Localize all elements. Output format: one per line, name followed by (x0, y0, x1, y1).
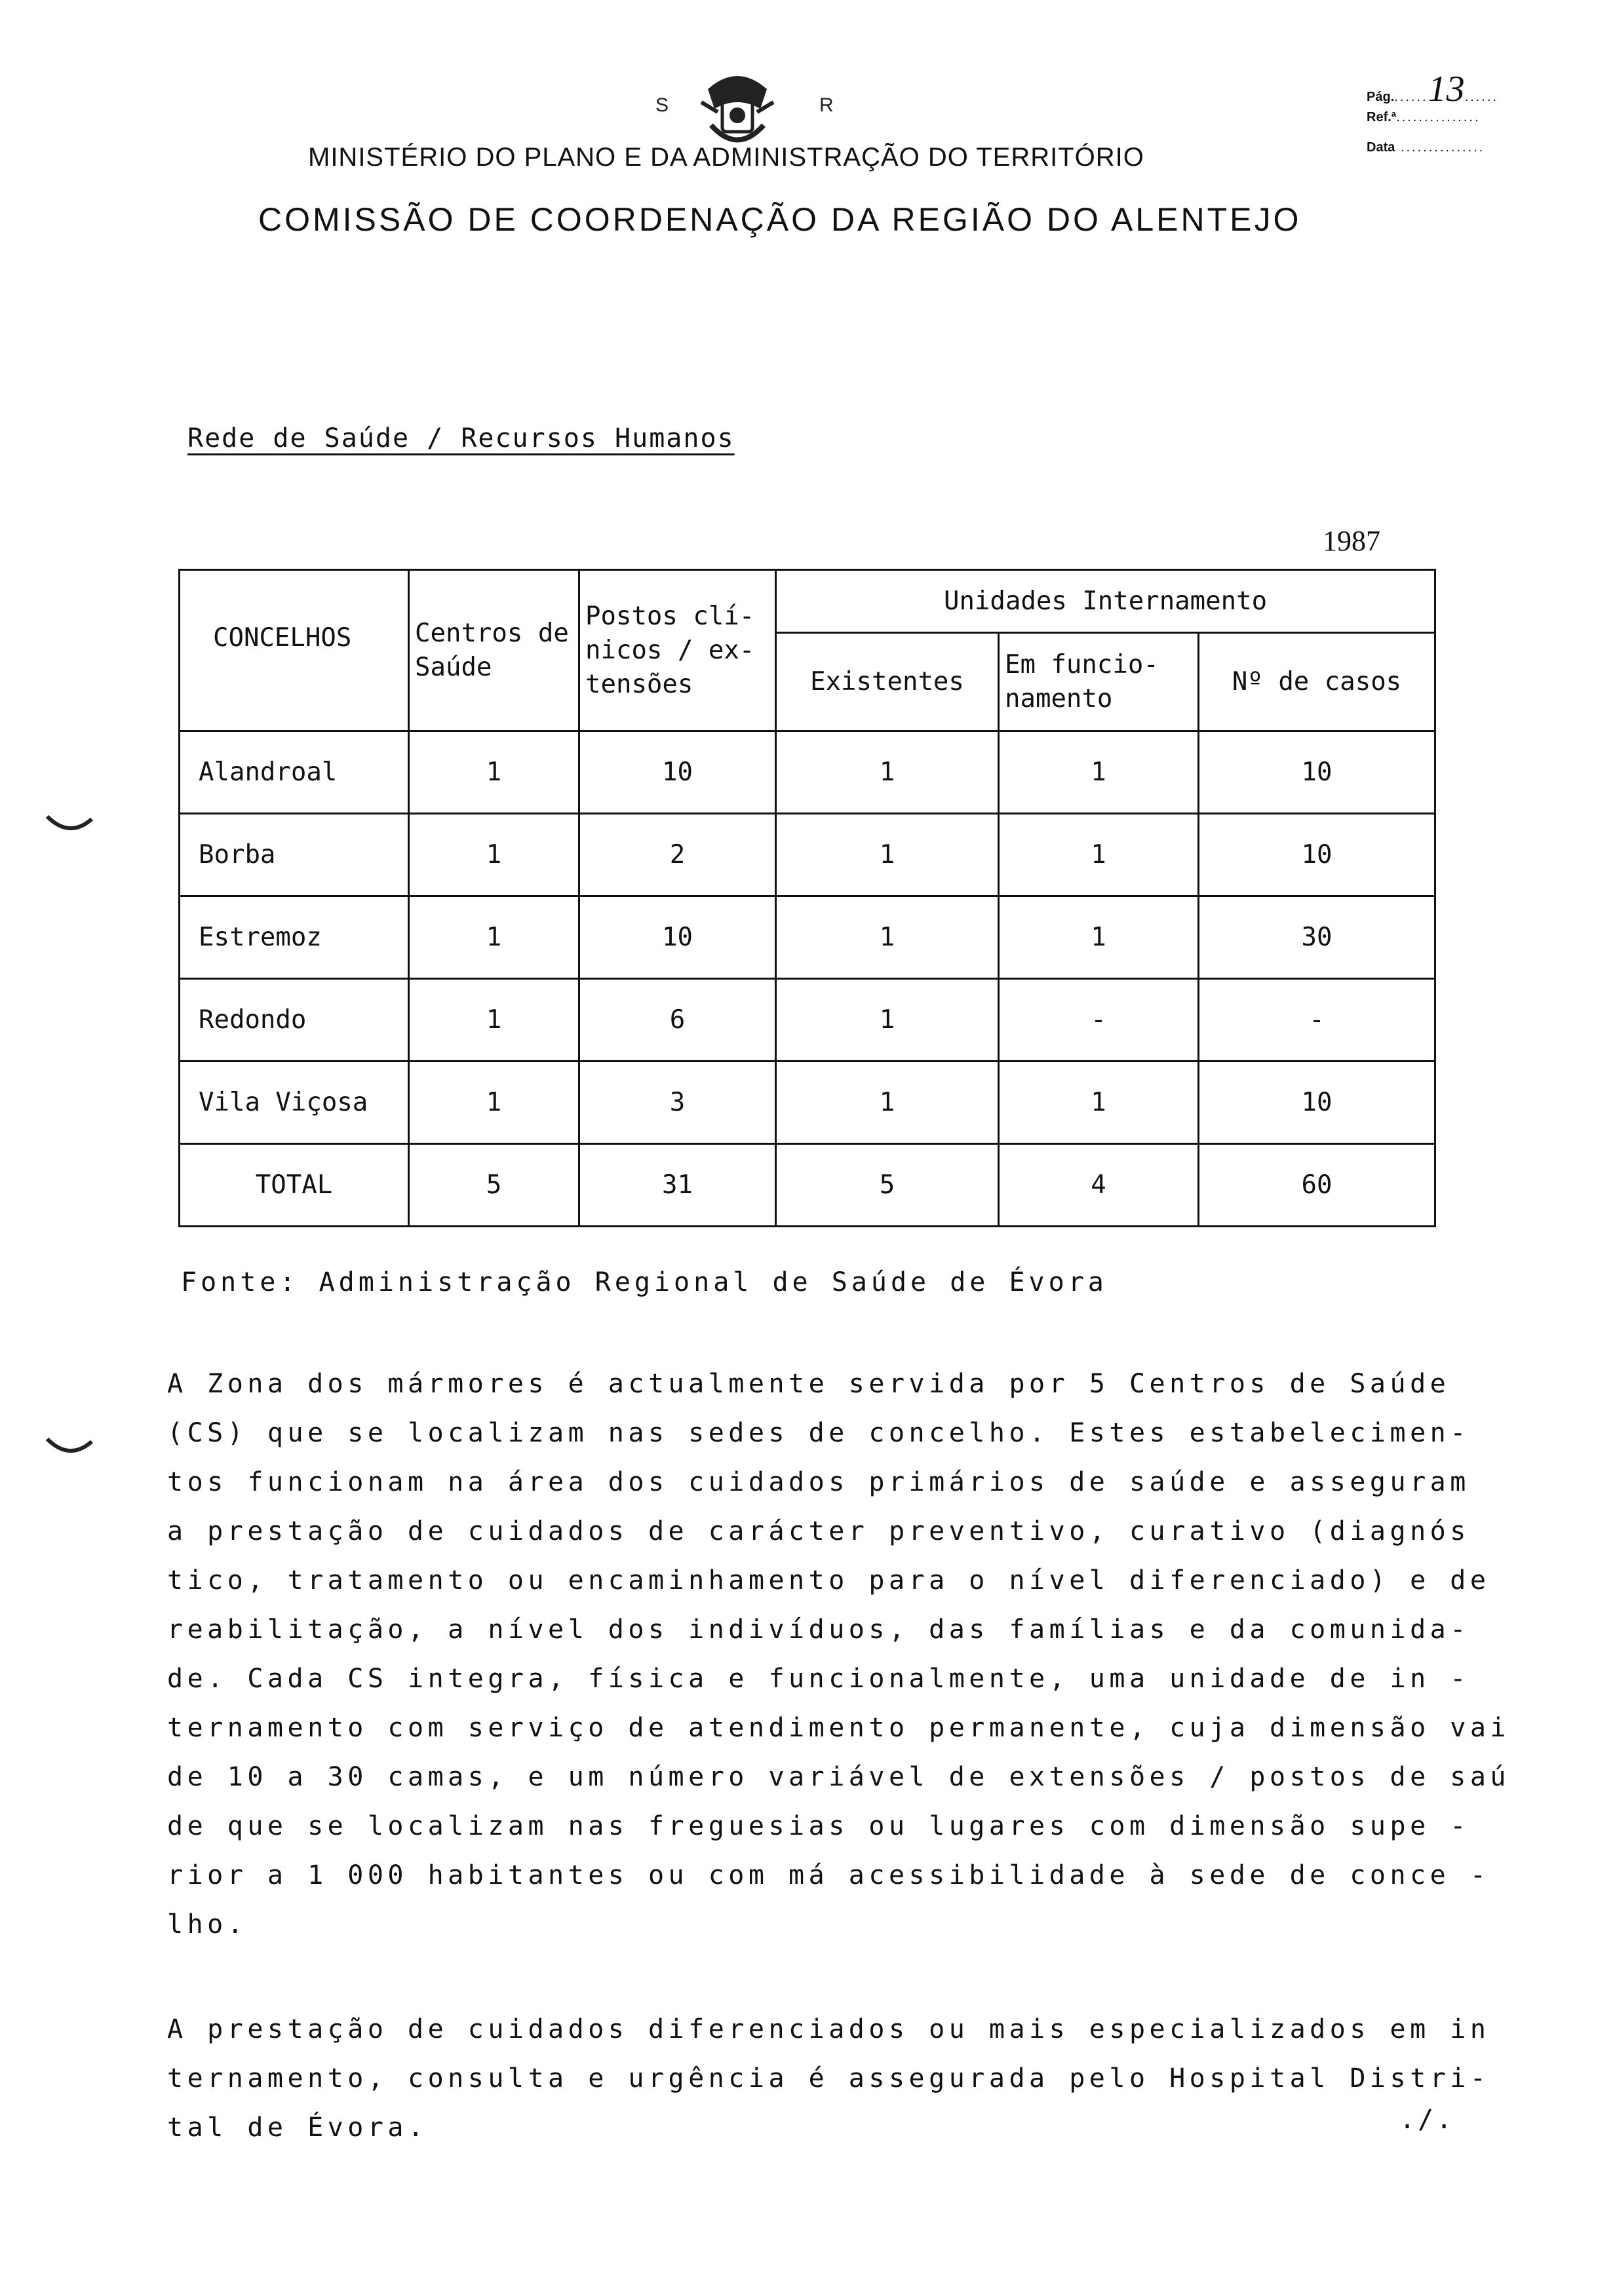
source-note: Fonte: Administração Regional de Saúde de Évora (181, 1267, 1108, 1297)
paragraph-line: tal de Évora. (167, 2113, 428, 2143)
header-em-funcionamento: Em funcio- namento (999, 633, 1199, 731)
cell-casos: 10 (1199, 814, 1435, 896)
health-network-table (178, 569, 1436, 1227)
paragraph-line: A Zona dos mármores é actualmente servida por 5 Centros de Saúde (167, 1369, 1450, 1399)
cell-em-funcionamento: 1 (999, 814, 1199, 896)
paragraph-line: a prestação de cuidados de carácter preventivo, curativo (diagnós (167, 1516, 1470, 1546)
paragraph-line: ternamento com serviço de atendimento permanente, cuja dimensão vai (167, 1713, 1510, 1743)
cell-em-funcionamento: 1 (999, 896, 1199, 979)
header-centros: Centros de Saúde (409, 570, 579, 731)
cell-existentes: 1 (776, 731, 999, 814)
meta-date: Data ............... (1367, 140, 1485, 155)
paragraph-line: lho. (167, 1909, 248, 1940)
table-row (180, 979, 1435, 1062)
meta-date-label: Data (1367, 140, 1395, 155)
paragraph-line: reabilitação, a nível dos indivíduos, das famílias e da comunida- (167, 1615, 1470, 1645)
cell-concelho: Borba (180, 814, 409, 896)
meta-page: Pág.......13...... (1367, 69, 1498, 109)
cell-concelho: Estremoz (180, 896, 409, 979)
continuation-mark: ./. (1399, 2105, 1455, 2135)
meta-ref: Ref.ª............... (1367, 110, 1481, 124)
cell-existentes: 1 (776, 979, 999, 1062)
section-title: Rede de Saúde / Recursos Humanos (187, 423, 735, 453)
ministry-heading: MINISTÉRIO DO PLANO E DA ADMINISTRAÇÃO DO TERRITÓRIO (308, 143, 1144, 172)
cell-postos: 31 (579, 1144, 776, 1227)
meta-page-label: Pág. (1367, 90, 1395, 104)
paragraph-line: de 10 a 30 camas, e um número variável de extensões / postos de saú (167, 1762, 1510, 1792)
cell-existentes: 1 (776, 896, 999, 979)
paragraph-line: (CS) que se localizam nas sedes de concelho. Estes estabelecimen- (167, 1418, 1470, 1448)
cell-total-label: TOTAL (180, 1144, 409, 1227)
cell-postos: 10 (579, 731, 776, 814)
header-postos: Postos clí- nicos / ex- tensões (579, 570, 776, 731)
cell-em-funcionamento: - (999, 979, 1199, 1062)
emblem-letter-right: R (819, 94, 834, 116)
paragraph-line: rior a 1 000 habitantes ou com má acessibilidade à sede de conce - (167, 1860, 1490, 1890)
table-row (180, 814, 1435, 896)
header-existentes: Existentes (776, 633, 999, 731)
cell-em-funcionamento: 4 (999, 1144, 1199, 1227)
cell-em-funcionamento: 1 (999, 731, 1199, 814)
commission-heading: COMISSÃO DE COORDENAÇÃO DA REGIÃO DO ALENTEJO (258, 201, 1302, 238)
paragraph-line: de. Cada CS integra, física e funcionalmente, uma unidade de in - (167, 1664, 1470, 1694)
cell-casos: - (1199, 979, 1435, 1062)
table-row (180, 896, 1435, 979)
cell-postos: 2 (579, 814, 776, 896)
table-row (180, 731, 1435, 814)
cell-casos: 30 (1199, 896, 1435, 979)
cell-existentes: 1 (776, 1062, 999, 1144)
cell-existentes: 1 (776, 814, 999, 896)
cell-casos: 60 (1199, 1144, 1435, 1227)
meta-ref-label: Ref.ª (1367, 110, 1397, 124)
paragraph-line: ternamento, consulta e urgência é assegurada pelo Hospital Distri- (167, 2063, 1490, 2094)
cell-centros: 1 (409, 979, 579, 1062)
paragraph-hospital (167, 2005, 1490, 2152)
binder-mark-icon (43, 1435, 96, 1464)
cell-concelho: Redondo (180, 979, 409, 1062)
paragraph-line: de que se localizam nas freguesias ou lugares com dimensão supe - (167, 1811, 1470, 1841)
paragraph-line: A prestação de cuidados diferenciados ou mais especializados em in (167, 2014, 1490, 2044)
cell-centros: 1 (409, 731, 579, 814)
cell-existentes: 5 (776, 1144, 999, 1227)
header-unidades: Unidades Internamento (776, 570, 1435, 633)
cell-centros: 5 (409, 1144, 579, 1227)
cell-casos: 10 (1199, 1062, 1435, 1144)
cell-concelho: Vila Viçosa (180, 1062, 409, 1144)
cell-casos: 10 (1199, 731, 1435, 814)
cell-centros: 1 (409, 896, 579, 979)
emblem-letter-left: S (655, 94, 669, 116)
header-casos: Nº de casos (1199, 633, 1435, 731)
cell-centros: 1 (409, 1062, 579, 1144)
paragraph-line: tico, tratamento ou encaminhamento para o nível diferenciado) e de (167, 1565, 1490, 1596)
table-year: 1987 (1323, 525, 1380, 557)
header-concelhos: CONCELHOS (180, 570, 409, 731)
paragraph-line: tos funcionam na área dos cuidados primários de saúde e asseguram (167, 1467, 1470, 1497)
cell-centros: 1 (409, 814, 579, 896)
binder-mark-icon (43, 813, 96, 841)
cell-em-funcionamento: 1 (999, 1062, 1199, 1144)
cell-postos: 6 (579, 979, 776, 1062)
cell-postos: 3 (579, 1062, 776, 1144)
cell-concelho: Alandroal (180, 731, 409, 814)
meta-page-value: 13 (1428, 69, 1465, 109)
paragraph-primary-care (167, 1360, 1510, 1949)
table-row (180, 1062, 1435, 1144)
cell-postos: 10 (579, 896, 776, 979)
table-total-row (180, 1144, 1435, 1227)
